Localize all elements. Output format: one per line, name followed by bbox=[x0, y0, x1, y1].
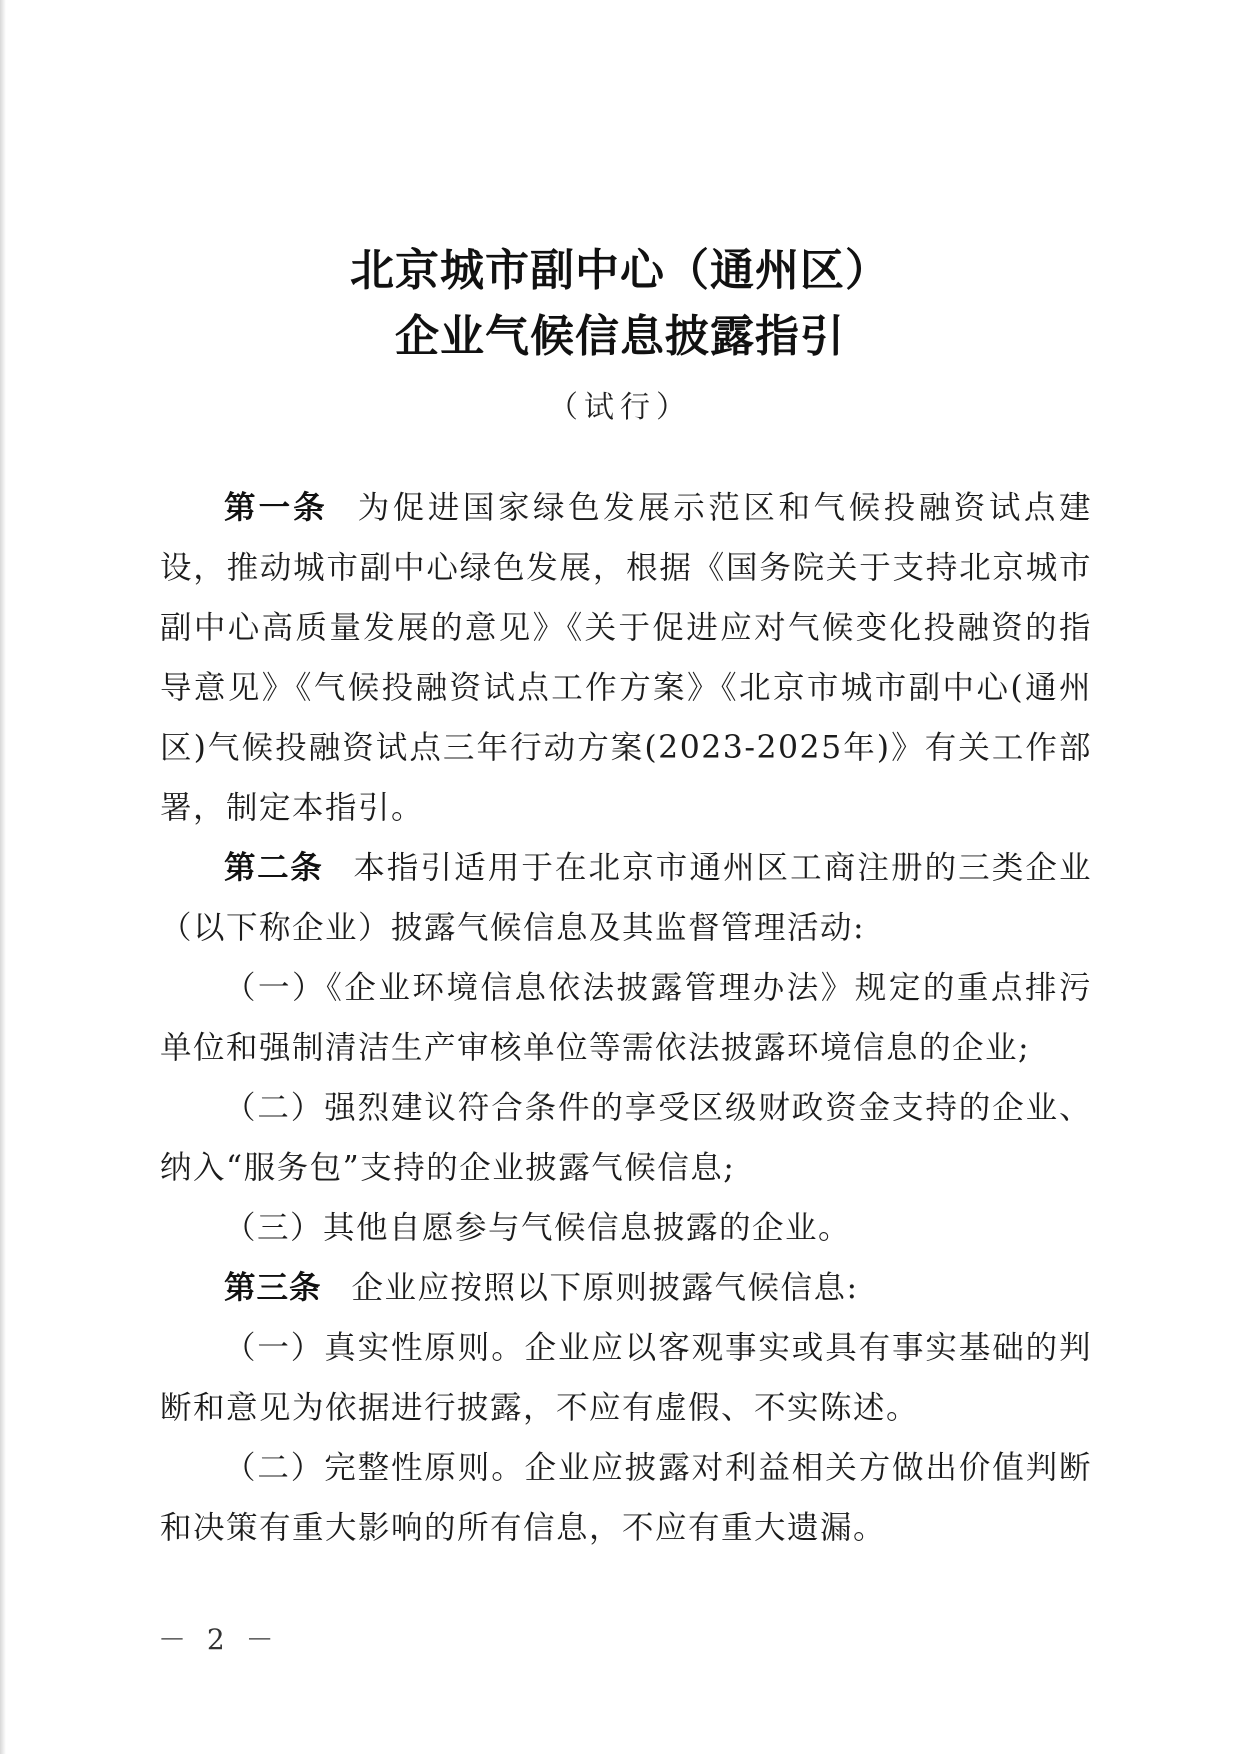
article-3-item-1: （一）真实性原则。企业应以客观事实或具有事实基础的判断和意见为依据进行披露，不应有虚假、不实陈述。 bbox=[160, 1330, 1092, 1426]
article-1 bbox=[160, 478, 1092, 838]
document-title-line-2: 企业气候信息披露指引 bbox=[395, 311, 845, 362]
article-3-label: 第三条 bbox=[224, 1270, 322, 1306]
article-3-item-2: （二）完整性原则。企业应披露对利益相关方做出价值判断和决策有重大影响的所有信息，不应有重大遗漏。 bbox=[160, 1450, 1092, 1546]
article-2-item-3: （三）其他自愿参与气候信息披露的企业。 bbox=[224, 1210, 852, 1246]
article-2-text: 本指引适用于在北京市通州区工商注册的三类企业（以下称企业）披露气候信息及其监督管理活动: bbox=[160, 850, 1092, 946]
article-2-item-2: （二）强烈建议符合条件的享受区级财政资金支持的企业、纳入“服务包”支持的企业披露气候信息; bbox=[160, 1090, 1092, 1186]
article-1-text: 为促进国家绿色发展示范区和气候投融资试点建设，推动城市副中心绿色发展，根据《国务院关于支持北京城市副中心高质量发展的意见》《关于促进应对气候变化投融资的指导意见》《气候投融资试点工作方案》《北京市城市副中心(通州区)气候投融资试点三年行动方案(2023-2025年)》有关工作部署，制定本指引。 bbox=[160, 490, 1092, 826]
article-2-item-1: （一）《企业环境信息依法披露管理办法》规定的重点排污单位和强制清洁生产审核单位等需依法披露环境信息的企业; bbox=[160, 970, 1092, 1066]
article-2-label: 第二条 bbox=[224, 850, 324, 886]
document-title-line-1: 北京城市副中心（通州区） bbox=[350, 245, 890, 296]
article-2 bbox=[160, 838, 1092, 958]
article-1-label: 第一条 bbox=[224, 490, 328, 526]
article-3 bbox=[160, 1258, 1092, 1318]
document-subtitle: （试行） bbox=[548, 390, 692, 425]
document-title-block bbox=[0, 238, 1240, 428]
document-body bbox=[160, 478, 1092, 1558]
article-3-text: 企业应按照以下原则披露气候信息: bbox=[351, 1270, 859, 1306]
page-number: － 2 － bbox=[158, 1623, 280, 1656]
